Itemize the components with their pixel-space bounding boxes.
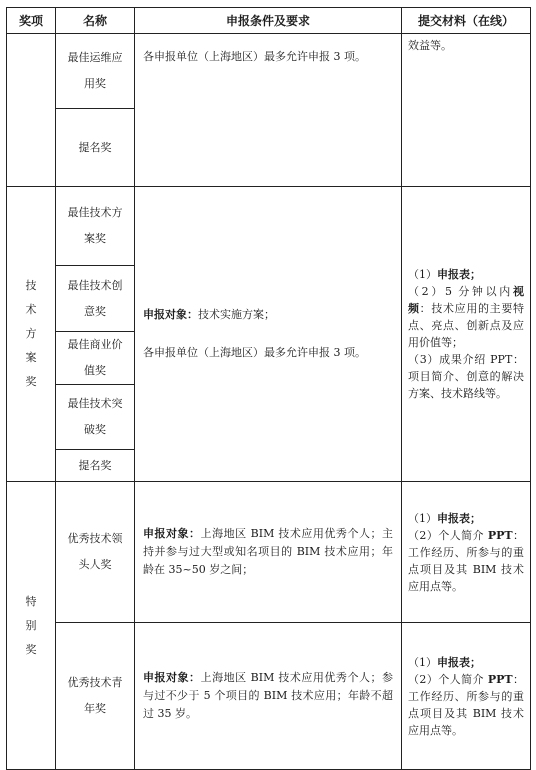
award-name: 提名奖 — [78, 458, 112, 472]
table-header-row — [7, 8, 531, 34]
condition-label: 申报对象： — [143, 527, 201, 540]
header-materials: 提交材料（在线） — [402, 8, 531, 34]
condition-value: 技术实施方案； — [198, 308, 275, 321]
condition-label: 申报对象： — [143, 308, 198, 321]
table-row — [7, 623, 531, 770]
award-name-cell — [56, 385, 135, 450]
condition-text: 各申报单位（上海地区）最多允许申报 3 项。 — [143, 50, 366, 63]
award-name: 最佳技术突破奖 — [67, 397, 123, 436]
table-row — [7, 187, 531, 266]
condition-cell — [135, 187, 402, 482]
condition-cell — [135, 34, 402, 187]
material-cell — [402, 482, 531, 623]
header-conditions: 申报条件及要求 — [135, 8, 402, 34]
condition-label: 申报对象： — [143, 671, 201, 684]
table-row — [7, 482, 531, 623]
awards-table — [6, 7, 531, 770]
category-label: 技术方案奖 — [25, 279, 37, 388]
condition-object — [143, 525, 393, 579]
category-label: 特别奖 — [25, 594, 37, 656]
condition-object — [143, 669, 393, 723]
award-name-cell — [56, 34, 135, 109]
material-item-2: （2）个人简介 PPT：工作经历、所参与的重点项目及其 BIM 技术应用点等。 — [408, 528, 524, 593]
category-cell — [7, 482, 56, 770]
condition-value: 上海地区 BIM 技术应用优秀个人；参与过不少于 5 个项目的 BIM 技术应用；年龄不超过 35 岁。 — [143, 671, 393, 720]
material-item-2: （2）5 分钟以内视频：技术应用的主要特点、亮点、创新点及应用价值等； — [408, 285, 525, 349]
material-text: 效益等。 — [408, 39, 452, 52]
condition-limit: 各申报单位（上海地区）最多允许申报 3 项。 — [143, 346, 366, 359]
award-name-cell — [56, 109, 135, 187]
material-item-1: （1）申报表； — [408, 268, 481, 281]
award-name-cell — [56, 450, 135, 482]
award-name-cell — [56, 187, 135, 266]
condition-cell — [135, 482, 402, 623]
material-cell — [402, 34, 531, 187]
material-item-2: （2）个人简介 PPT：工作经历、所参与的重点项目及其 BIM 技术应用点等。 — [408, 672, 524, 737]
material-item-1: （1）申报表； — [408, 655, 481, 669]
table-row — [7, 34, 531, 109]
award-name: 最佳商业价值奖 — [67, 338, 123, 377]
award-name: 最佳运维应用奖 — [67, 51, 123, 90]
award-name-cell — [56, 482, 135, 623]
condition-object — [143, 306, 393, 324]
award-name: 最佳技术方案奖 — [67, 206, 123, 245]
award-name-cell — [56, 332, 135, 385]
material-cell — [402, 623, 531, 770]
award-name-cell — [56, 623, 135, 770]
category-cell-empty — [7, 34, 56, 187]
award-name: 优秀技术领头人奖 — [67, 532, 123, 571]
material-cell — [402, 187, 531, 482]
header-name: 名称 — [56, 8, 135, 34]
header-category: 奖项 — [7, 8, 56, 34]
condition-value: 上海地区 BIM 技术应用优秀个人；主持并参与过大型或知名项目的 BIM 技术应用；年龄在 35~50 岁之间； — [143, 527, 393, 576]
category-cell — [7, 187, 56, 482]
award-name: 最佳技术创意奖 — [67, 278, 123, 318]
award-name: 提名奖 — [78, 140, 112, 154]
condition-cell — [135, 623, 402, 770]
material-item-1: （1）申报表； — [408, 511, 481, 525]
award-name: 优秀技术青年奖 — [67, 676, 123, 715]
award-name-cell — [56, 266, 135, 332]
material-item-3: （3）成果介绍 PPT：项目简介、创意的解决方案、技术路线等。 — [408, 353, 525, 400]
